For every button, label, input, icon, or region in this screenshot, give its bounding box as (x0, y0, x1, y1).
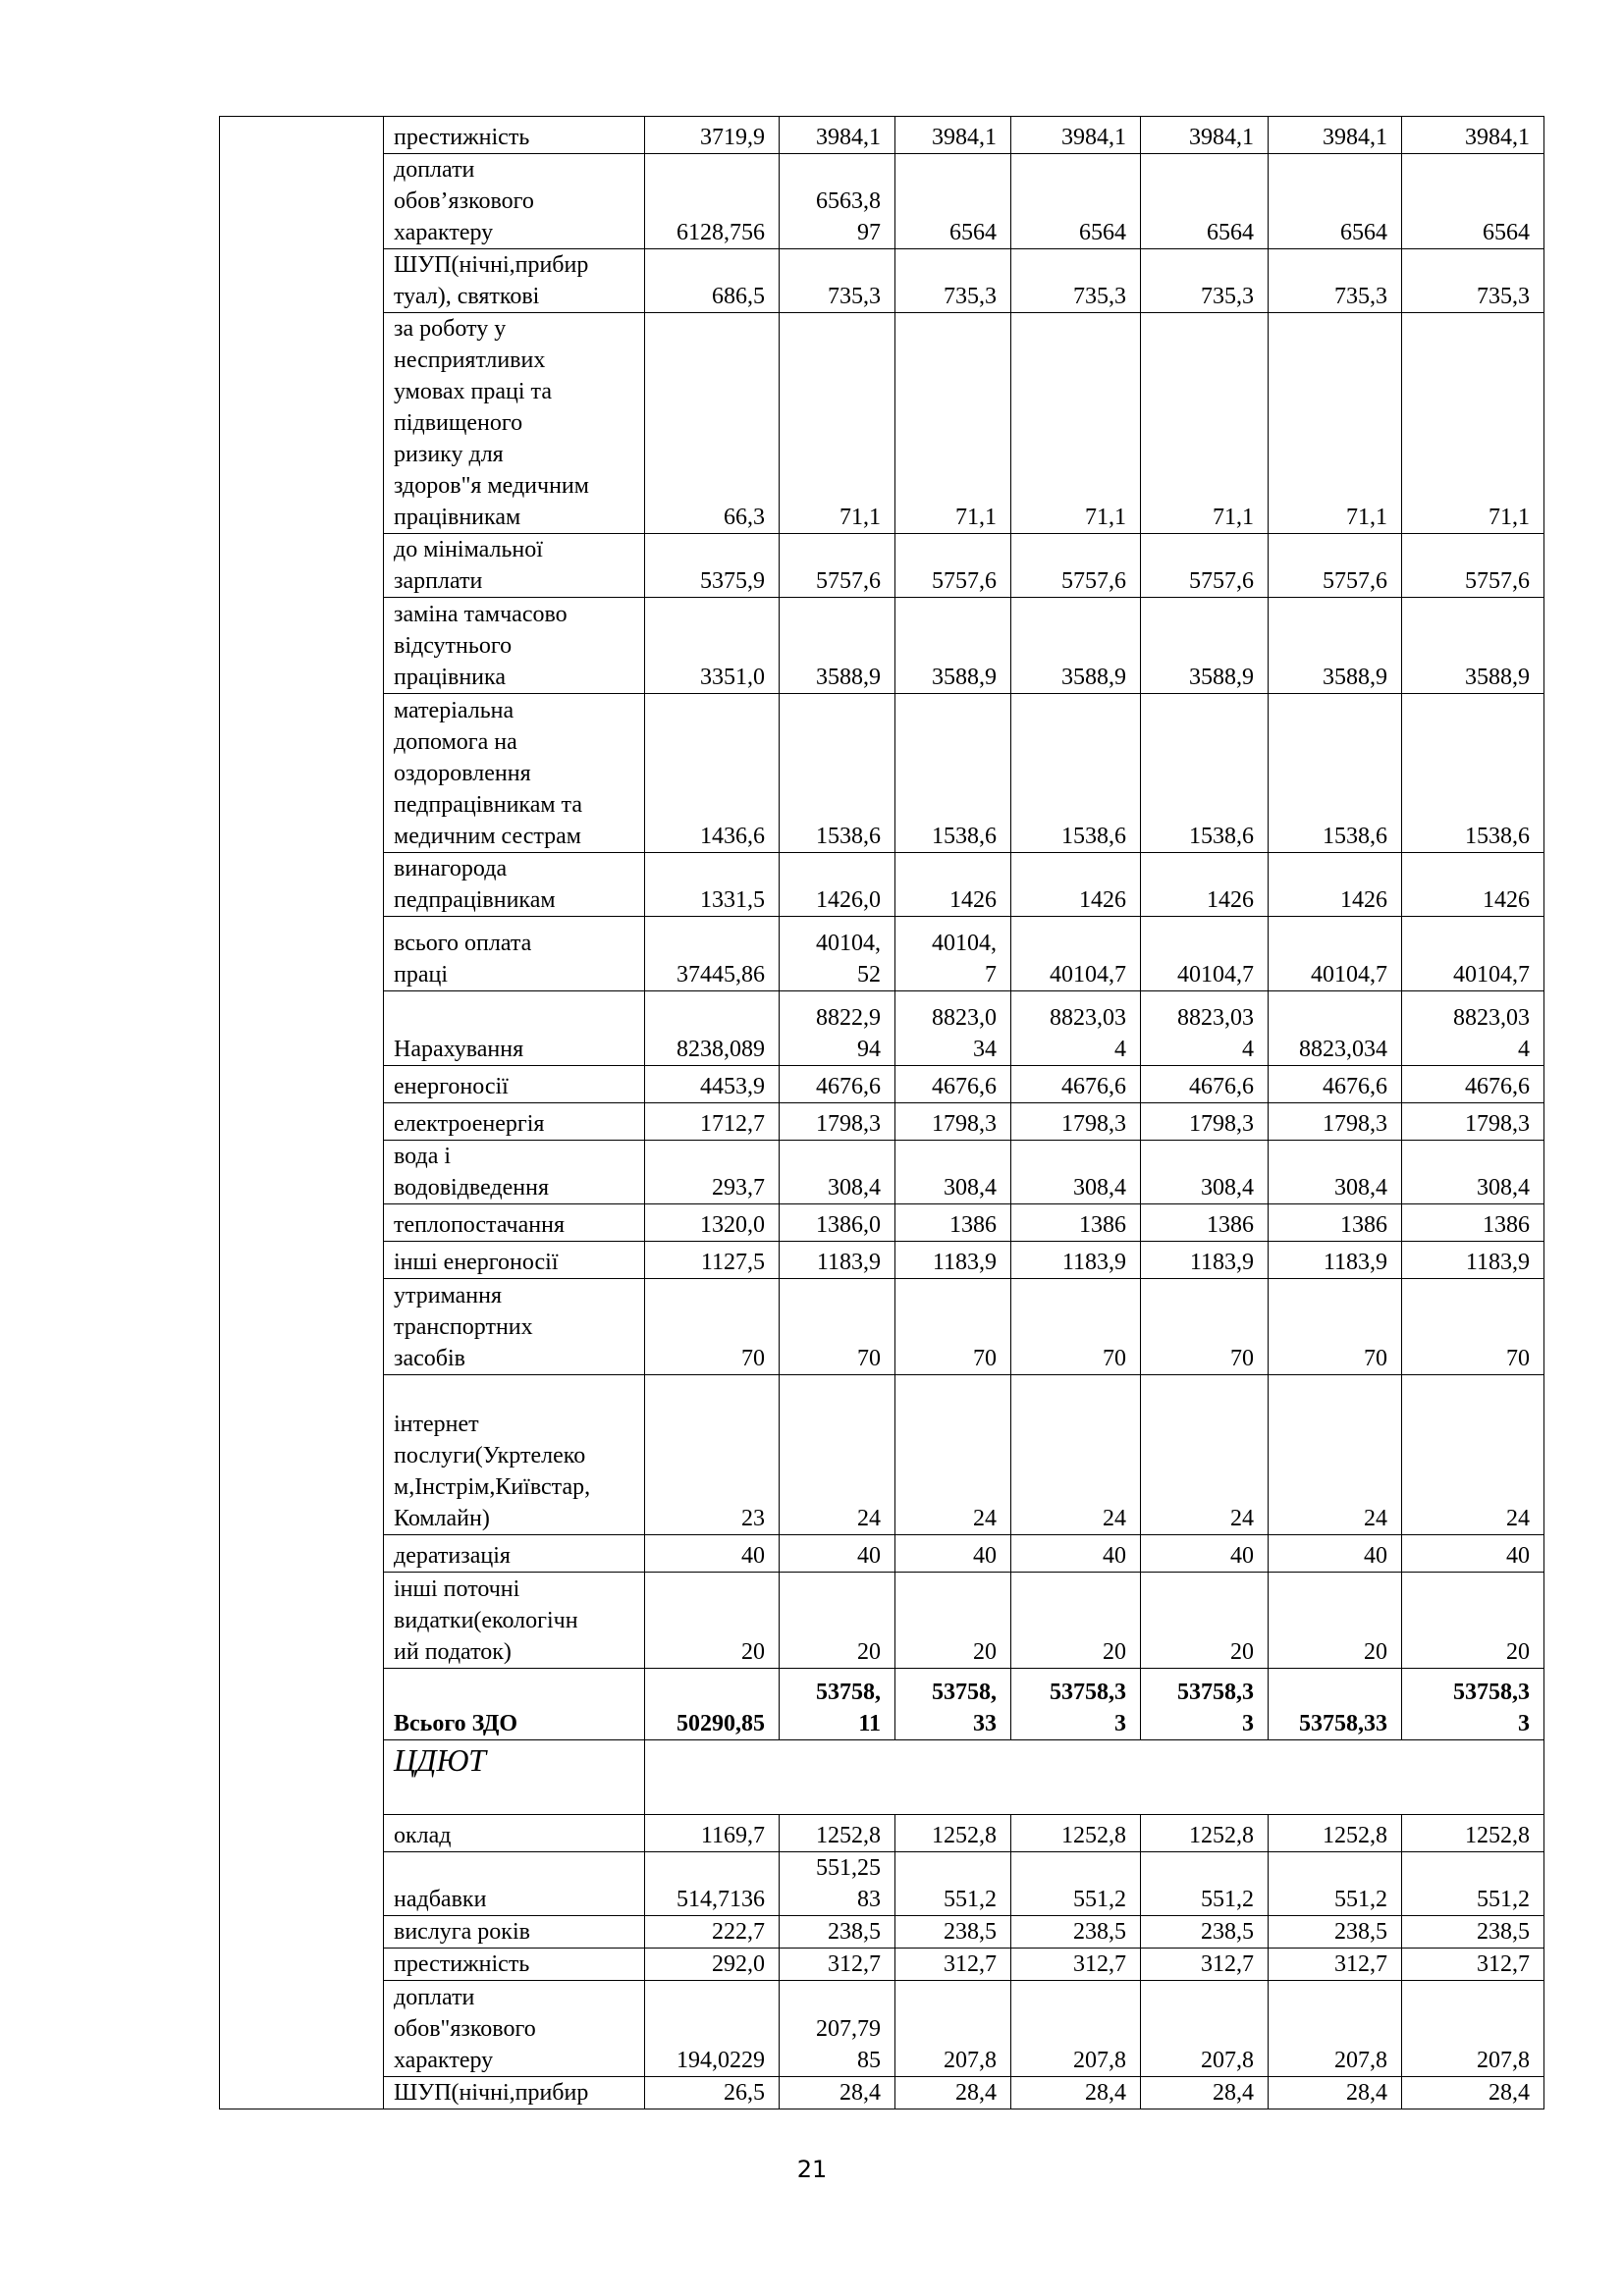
value-cell: 312,7 (780, 1949, 895, 1981)
value-cell: 40 (645, 1535, 780, 1573)
value-cell: 4676,6 (1011, 1066, 1141, 1103)
table-row (220, 2077, 1544, 2109)
value-cell: 3984,1 (1402, 117, 1544, 154)
value-cell: 312,7 (895, 1949, 1011, 1981)
value-cell: 71,1 (1402, 313, 1544, 534)
table-row (220, 1103, 1544, 1141)
row-label: інтернет послуги(Укртелеко м,Інстрім,Київстар, Комлайн) (384, 1375, 645, 1535)
value-cell: 6564 (1402, 154, 1544, 249)
value-cell: 1538,6 (1141, 694, 1269, 853)
value-cell: 1798,3 (1269, 1103, 1402, 1141)
value-cell: 1426 (1011, 853, 1141, 917)
value-cell: 6564 (1269, 154, 1402, 249)
row-label: електроенергія (384, 1103, 645, 1141)
row-label: ШУП(нічні,прибир туал), святкові (384, 249, 645, 313)
value-cell: 8822,9 94 (780, 991, 895, 1066)
value-cell: 686,5 (645, 249, 780, 313)
value-cell: 40104,7 (1011, 917, 1141, 991)
value-cell: 53758, 11 (780, 1669, 895, 1740)
value-cell: 24 (1011, 1375, 1141, 1535)
value-cell: 6564 (1011, 154, 1141, 249)
value-cell: 70 (1011, 1279, 1141, 1375)
value-cell: 3588,9 (780, 598, 895, 694)
table-row (220, 1279, 1544, 1375)
value-cell: 70 (1402, 1279, 1544, 1375)
empty-cell (220, 249, 384, 313)
empty-cell (220, 1852, 384, 1916)
value-cell: 3984,1 (1269, 117, 1402, 154)
table-row (220, 249, 1544, 313)
value-cell: 551,2 (1011, 1852, 1141, 1916)
value-cell: 20 (1141, 1573, 1269, 1669)
table-row (220, 534, 1544, 598)
page-number: 21 (796, 2156, 828, 2183)
value-cell: 1798,3 (895, 1103, 1011, 1141)
value-cell: 70 (1269, 1279, 1402, 1375)
row-label: престижність (384, 1949, 645, 1981)
value-cell: 312,7 (1141, 1949, 1269, 1981)
value-cell: 40 (1269, 1535, 1402, 1573)
value-cell: 50290,85 (645, 1669, 780, 1740)
row-label: доплати обов’язкового характеру (384, 154, 645, 249)
value-cell: 551,2 (1269, 1852, 1402, 1916)
value-cell: 20 (1402, 1573, 1544, 1669)
table-row (220, 991, 1544, 1066)
value-cell: 1798,3 (1011, 1103, 1141, 1141)
value-cell: 1183,9 (1141, 1242, 1269, 1279)
empty-cell (220, 991, 384, 1066)
value-cell: 24 (1269, 1375, 1402, 1535)
value-cell: 5375,9 (645, 534, 780, 598)
value-cell: 1798,3 (1141, 1103, 1269, 1141)
empty-cell (220, 1375, 384, 1535)
value-cell: 71,1 (895, 313, 1011, 534)
value-cell: 551,25 83 (780, 1852, 895, 1916)
empty-cell (220, 1916, 384, 1949)
value-cell: 8823,0 34 (895, 991, 1011, 1066)
value-cell: 8823,03 4 (1011, 991, 1141, 1066)
value-cell: 4676,6 (780, 1066, 895, 1103)
row-label: ЦДЮТ (384, 1740, 645, 1815)
table-row (220, 1535, 1544, 1573)
value-cell: 28,4 (1402, 2077, 1544, 2109)
empty-cell (220, 1669, 384, 1740)
empty-cell (220, 154, 384, 249)
empty-cell (220, 1740, 384, 1815)
value-cell: 24 (1402, 1375, 1544, 1535)
empty-cell (220, 1815, 384, 1852)
value-cell: 1331,5 (645, 853, 780, 917)
table-row (220, 154, 1544, 249)
value-cell: 1127,5 (645, 1242, 780, 1279)
table-row (220, 1852, 1544, 1916)
table-row (220, 853, 1544, 917)
row-label: Нарахування (384, 991, 645, 1066)
value-cell: 207,8 (1011, 1981, 1141, 2077)
value-cell: 3984,1 (1011, 117, 1141, 154)
value-cell: 24 (1141, 1375, 1269, 1535)
value-cell: 71,1 (1269, 313, 1402, 534)
row-label: енергоносії (384, 1066, 645, 1103)
value-cell: 308,4 (780, 1141, 895, 1204)
value-cell: 1252,8 (1269, 1815, 1402, 1852)
value-cell: 4676,6 (895, 1066, 1011, 1103)
value-cell: 1169,7 (645, 1815, 780, 1852)
budget-table (219, 116, 1544, 2109)
value-cell: 53758,3 3 (1402, 1669, 1544, 1740)
table-row (220, 1669, 1544, 1740)
value-cell: 6563,8 97 (780, 154, 895, 249)
empty-cell (220, 1242, 384, 1279)
row-label: теплопостачання (384, 1204, 645, 1242)
empty-cell (220, 1103, 384, 1141)
value-cell: 1426 (895, 853, 1011, 917)
value-cell: 1386 (1269, 1204, 1402, 1242)
value-cell: 1183,9 (780, 1242, 895, 1279)
value-cell: 8823,03 4 (1402, 991, 1544, 1066)
value-cell: 40 (780, 1535, 895, 1573)
value-cell: 28,4 (1141, 2077, 1269, 2109)
value-cell: 53758,33 (1269, 1669, 1402, 1740)
value-cell: 293,7 (645, 1141, 780, 1204)
value-cell: 28,4 (895, 2077, 1011, 2109)
value-cell: 4676,6 (1141, 1066, 1269, 1103)
value-cell: 292,0 (645, 1949, 780, 1981)
value-cell: 20 (895, 1573, 1011, 1669)
value-cell: 308,4 (1402, 1141, 1544, 1204)
value-cell: 1426 (1402, 853, 1544, 917)
table-row (220, 117, 1544, 154)
value-cell: 3719,9 (645, 117, 780, 154)
value-cell: 71,1 (1011, 313, 1141, 534)
row-label: до мінімальної зарплати (384, 534, 645, 598)
value-cell: 26,5 (645, 2077, 780, 2109)
value-cell: 1386 (895, 1204, 1011, 1242)
value-cell: 1798,3 (780, 1103, 895, 1141)
value-cell: 40 (895, 1535, 1011, 1573)
value-cell: 1183,9 (1011, 1242, 1141, 1279)
value-cell: 53758, 33 (895, 1669, 1011, 1740)
table-row (220, 313, 1544, 534)
value-cell: 28,4 (1269, 2077, 1402, 2109)
row-label: вода і водовідведення (384, 1141, 645, 1204)
empty-cell (220, 598, 384, 694)
value-cell: 5757,6 (1011, 534, 1141, 598)
empty-cell (220, 1141, 384, 1204)
empty-cell (220, 1066, 384, 1103)
value-cell: 735,3 (780, 249, 895, 313)
empty-cell (220, 853, 384, 917)
empty-cell (220, 2077, 384, 2109)
value-cell: 37445,86 (645, 917, 780, 991)
value-cell: 71,1 (780, 313, 895, 534)
value-cell: 1386 (1141, 1204, 1269, 1242)
value-cell: 1426 (1269, 853, 1402, 917)
row-label: надбавки (384, 1852, 645, 1916)
value-cell: 5757,6 (1269, 534, 1402, 598)
value-cell: 4453,9 (645, 1066, 780, 1103)
value-cell: 6564 (1141, 154, 1269, 249)
value-cell: 40104,7 (1269, 917, 1402, 991)
empty-cell (220, 1204, 384, 1242)
value-cell: 8238,089 (645, 991, 780, 1066)
value-cell: 308,4 (1269, 1141, 1402, 1204)
value-cell: 23 (645, 1375, 780, 1535)
row-label: дератизація (384, 1535, 645, 1573)
value-cell: 238,5 (1402, 1916, 1544, 1949)
empty-cell (220, 1981, 384, 2077)
value-cell: 5757,6 (1141, 534, 1269, 598)
value-cell: 238,5 (1011, 1916, 1141, 1949)
value-cell: 207,79 85 (780, 1981, 895, 2077)
table-row (220, 1573, 1544, 1669)
value-cell: 735,3 (1141, 249, 1269, 313)
value-cell: 8823,034 (1269, 991, 1402, 1066)
section-header-row (220, 1740, 1544, 1815)
value-cell: 1183,9 (1269, 1242, 1402, 1279)
value-cell: 207,8 (1141, 1981, 1269, 2077)
value-cell: 5757,6 (1402, 534, 1544, 598)
value-cell: 3588,9 (1402, 598, 1544, 694)
value-cell: 20 (1269, 1573, 1402, 1669)
row-label: винагорода педпрацівникам (384, 853, 645, 917)
value-cell: 312,7 (1269, 1949, 1402, 1981)
table-row (220, 598, 1544, 694)
table-row (220, 1815, 1544, 1852)
value-cell: 1183,9 (895, 1242, 1011, 1279)
value-cell: 40104,7 (1141, 917, 1269, 991)
value-cell: 735,3 (1011, 249, 1141, 313)
value-cell: 308,4 (1141, 1141, 1269, 1204)
value-cell: 40 (1011, 1535, 1141, 1573)
value-cell: 551,2 (1402, 1852, 1544, 1916)
row-label: матеріальна допомога на оздоровлення педпрацівникам та медичним сестрам (384, 694, 645, 853)
value-cell: 70 (1141, 1279, 1269, 1375)
value-cell: 5757,6 (780, 534, 895, 598)
empty-cell (220, 1573, 384, 1669)
value-cell: 3984,1 (780, 117, 895, 154)
value-cell: 40104, 52 (780, 917, 895, 991)
value-cell: 238,5 (895, 1916, 1011, 1949)
row-label: утримання транспортних засобів (384, 1279, 645, 1375)
value-cell: 238,5 (1269, 1916, 1402, 1949)
row-label: ШУП(нічні,прибир (384, 2077, 645, 2109)
row-label: вислуга років (384, 1916, 645, 1949)
table-row (220, 1981, 1544, 2077)
value-cell: 308,4 (1011, 1141, 1141, 1204)
value-cell: 1320,0 (645, 1204, 780, 1242)
value-cell: 1712,7 (645, 1103, 780, 1141)
value-cell: 1252,8 (1011, 1815, 1141, 1852)
table-row (220, 917, 1544, 991)
table-row (220, 694, 1544, 853)
value-cell: 514,7136 (645, 1852, 780, 1916)
value-cell: 1252,8 (1141, 1815, 1269, 1852)
row-label: всього оплата праці (384, 917, 645, 991)
table-row (220, 1242, 1544, 1279)
value-cell: 1538,6 (780, 694, 895, 853)
value-cell: 70 (780, 1279, 895, 1375)
table-row (220, 1916, 1544, 1949)
empty-cell (220, 313, 384, 534)
empty-cell (645, 1740, 1544, 1815)
value-cell: 1798,3 (1402, 1103, 1544, 1141)
value-cell: 3984,1 (1141, 117, 1269, 154)
value-cell: 3588,9 (1269, 598, 1402, 694)
value-cell: 3351,0 (645, 598, 780, 694)
value-cell: 1426,0 (780, 853, 895, 917)
value-cell: 20 (780, 1573, 895, 1669)
value-cell: 5757,6 (895, 534, 1011, 598)
value-cell: 40104,7 (1402, 917, 1544, 991)
value-cell: 6564 (895, 154, 1011, 249)
table-row (220, 1066, 1544, 1103)
value-cell: 308,4 (895, 1141, 1011, 1204)
value-cell: 551,2 (895, 1852, 1011, 1916)
value-cell: 207,8 (1269, 1981, 1402, 2077)
value-cell: 28,4 (780, 2077, 895, 2109)
value-cell: 1252,8 (1402, 1815, 1544, 1852)
value-cell: 66,3 (645, 313, 780, 534)
table-row (220, 1141, 1544, 1204)
row-label: престижність (384, 117, 645, 154)
value-cell: 1538,6 (1011, 694, 1141, 853)
value-cell: 1386 (1011, 1204, 1141, 1242)
value-cell: 1386 (1402, 1204, 1544, 1242)
value-cell: 40 (1402, 1535, 1544, 1573)
value-cell: 70 (645, 1279, 780, 1375)
value-cell: 1426 (1141, 853, 1269, 917)
value-cell: 238,5 (1141, 1916, 1269, 1949)
table-row (220, 1204, 1544, 1242)
value-cell: 1538,6 (1402, 694, 1544, 853)
value-cell: 1183,9 (1402, 1242, 1544, 1279)
value-cell: 194,0229 (645, 1981, 780, 2077)
value-cell: 1252,8 (780, 1815, 895, 1852)
value-cell: 1538,6 (1269, 694, 1402, 853)
value-cell: 735,3 (1402, 249, 1544, 313)
row-label: інші енергоносії (384, 1242, 645, 1279)
row-label: заміна тамчасово відсутнього працівника (384, 598, 645, 694)
empty-cell (220, 1279, 384, 1375)
row-label: за роботу у несприятливих умовах праці та підвищеного ризику для здоров"я медичним працівникам (384, 313, 645, 534)
value-cell: 207,8 (895, 1981, 1011, 2077)
value-cell: 551,2 (1141, 1852, 1269, 1916)
value-cell: 71,1 (1141, 313, 1269, 534)
value-cell: 1386,0 (780, 1204, 895, 1242)
value-cell: 735,3 (1269, 249, 1402, 313)
value-cell: 70 (895, 1279, 1011, 1375)
row-label: оклад (384, 1815, 645, 1852)
row-label: інші поточні видатки(екологічн ий податок) (384, 1573, 645, 1669)
value-cell: 4676,6 (1402, 1066, 1544, 1103)
empty-cell (220, 1535, 384, 1573)
value-cell: 40104, 7 (895, 917, 1011, 991)
empty-cell (220, 534, 384, 598)
value-cell: 40 (1141, 1535, 1269, 1573)
value-cell: 28,4 (1011, 2077, 1141, 2109)
value-cell: 3588,9 (1011, 598, 1141, 694)
value-cell: 3588,9 (1141, 598, 1269, 694)
value-cell: 53758,3 3 (1011, 1669, 1141, 1740)
empty-cell (220, 1949, 384, 1981)
row-label: доплати обов"язкового характеру (384, 1981, 645, 2077)
empty-cell (220, 117, 384, 154)
value-cell: 3588,9 (895, 598, 1011, 694)
empty-cell (220, 917, 384, 991)
value-cell: 312,7 (1402, 1949, 1544, 1981)
value-cell: 4676,6 (1269, 1066, 1402, 1103)
row-label: Всього ЗДО (384, 1669, 645, 1740)
value-cell: 6128,756 (645, 154, 780, 249)
value-cell: 8823,03 4 (1141, 991, 1269, 1066)
value-cell: 1436,6 (645, 694, 780, 853)
value-cell: 24 (895, 1375, 1011, 1535)
value-cell: 207,8 (1402, 1981, 1544, 2077)
value-cell: 1252,8 (895, 1815, 1011, 1852)
value-cell: 24 (780, 1375, 895, 1535)
value-cell: 20 (1011, 1573, 1141, 1669)
empty-cell (220, 694, 384, 853)
value-cell: 1538,6 (895, 694, 1011, 853)
value-cell: 20 (645, 1573, 780, 1669)
value-cell: 3984,1 (895, 117, 1011, 154)
table-row (220, 1949, 1544, 1981)
table-row (220, 1375, 1544, 1535)
value-cell: 735,3 (895, 249, 1011, 313)
value-cell: 238,5 (780, 1916, 895, 1949)
value-cell: 312,7 (1011, 1949, 1141, 1981)
value-cell: 53758,3 3 (1141, 1669, 1269, 1740)
value-cell: 222,7 (645, 1916, 780, 1949)
